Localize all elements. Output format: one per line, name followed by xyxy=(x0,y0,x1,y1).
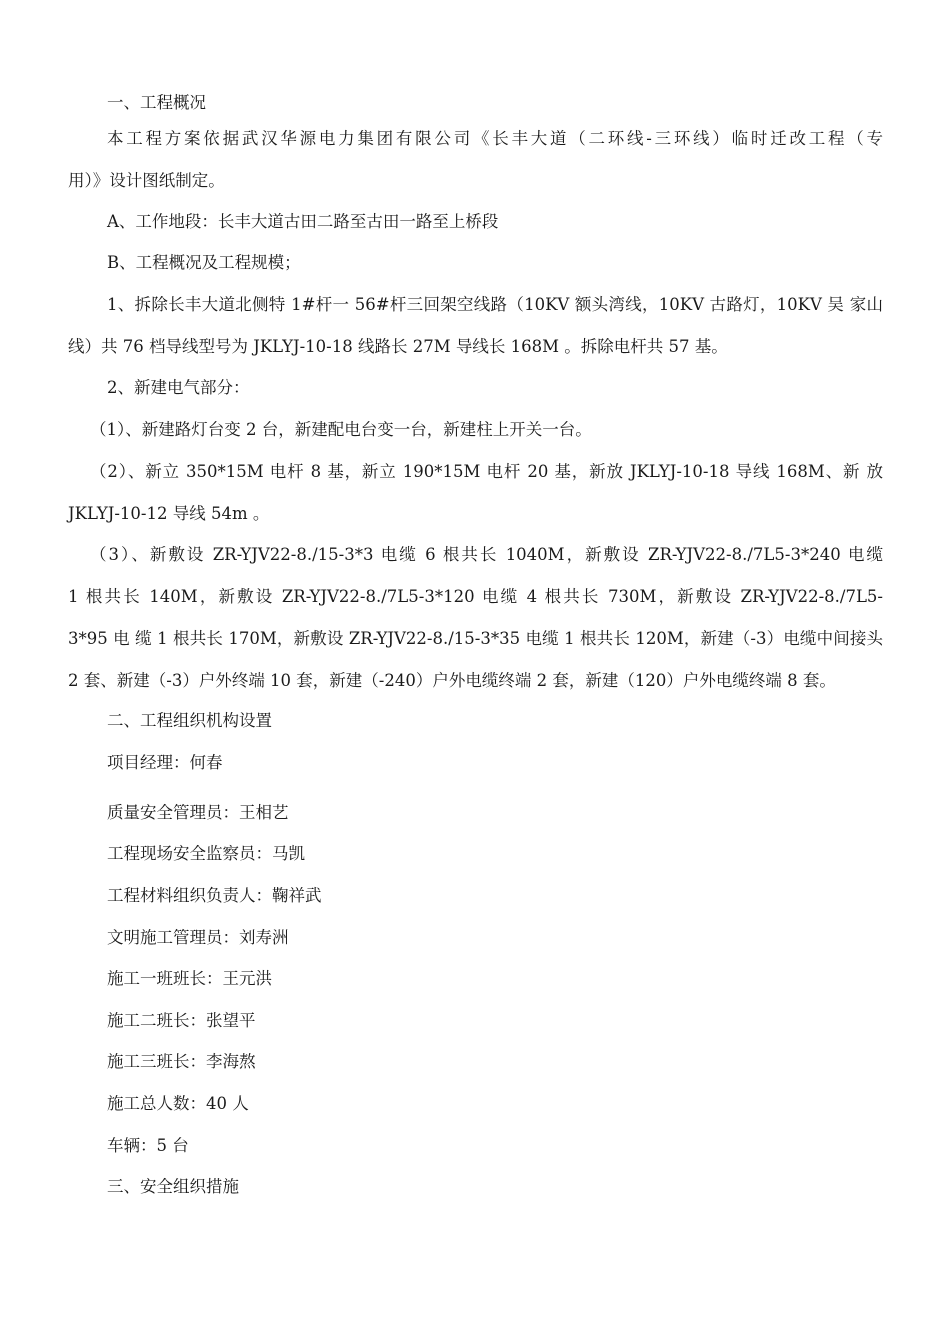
staff-line: 文明施工管理员：刘寿洲 xyxy=(107,928,289,947)
staff-line: 车辆：5 台 xyxy=(107,1136,189,1155)
sub-item-3-line-1: （3）、新敷设 ZR-YJV22-8./15-3*3 电缆 6 根共长 1040M，新敷设 ZR-YJV22-8./7L5-3*240 电缆 xyxy=(90,545,883,564)
staff-line: 质量安全管理员：王相艺 xyxy=(107,803,289,822)
intro-paragraph-line-1: 本工程方案依据武汉华源电力集团有限公司《长丰大道（二环线-三环线）临时迁改工程（专 xyxy=(107,129,883,148)
section-heading-overview: 一、工程概况 xyxy=(107,93,206,112)
staff-line: 施工三班长：李海熬 xyxy=(107,1052,256,1071)
staff-line: 工程现场安全监察员：马凯 xyxy=(107,844,305,863)
staff-line: 施工总人数：40 人 xyxy=(107,1094,249,1113)
sub-item-3-line-2: 1 根共长 140M，新敷设 ZR-YJV22-8./7L5-3*120 电缆 4 根共长 730M，新敷设 ZR-YJV22-8./7L5- xyxy=(68,587,883,606)
sub-item-2-line-1: （2）、新立 350*15M 电杆 8 基，新立 190*15M 电杆 20 基，新放 JKLYJ-10-18 导线 168M、新 放 xyxy=(90,462,883,481)
staff-line: 施工二班长：张望平 xyxy=(107,1011,256,1030)
scale-heading: B、工程概况及工程规模； xyxy=(107,253,301,272)
item1-line-1: 1、拆除长丰大道北侧特 1#杆一 56#杆三回架空线路（10KV 额头湾线，10KV 古路灯，10KV 吴 家山 xyxy=(107,295,883,314)
sub-item-3-line-4: 2 套、新建（-3）户外终端 10 套，新建（-240）户外电缆终端 2 套，新建（120）户外电缆终端 8 套。 xyxy=(68,671,836,690)
sub-item-1: （1）、新建路灯台变 2 台，新建配电台变一台，新建柱上开关一台。 xyxy=(90,420,592,439)
sub-item-3-line-3: 3*95 电 缆 1 根共长 170M，新敷设 ZR-YJV22-8./15-3*35 电缆 1 根共长 120M，新建（-3）电缆中间接头 xyxy=(68,629,883,648)
item1-line-2: 线）共 76 档导线型号为 JKLYJ-10-18 线路长 27M 导线长 168M 。拆除电杆共 57 基。 xyxy=(68,337,728,356)
staff-line: 施工一班班长：王元洪 xyxy=(107,969,272,988)
intro-paragraph-line-2: 用）》设计图纸制定。 xyxy=(68,171,225,190)
section-heading-organization: 二、工程组织机构设置 xyxy=(107,711,272,730)
work-site-line: A、工作地段：长丰大道古田二路至古田一路至上桥段 xyxy=(107,212,499,231)
item2-heading: 2、新建电气部分： xyxy=(107,378,250,397)
sub-item-2-line-2: JKLYJ-10-12 导线 54m 。 xyxy=(68,504,270,523)
section-heading-safety: 三、安全组织措施 xyxy=(107,1177,239,1196)
staff-line: 项目经理：何春 xyxy=(107,753,223,772)
staff-line: 工程材料组织负责人：鞠祥武 xyxy=(107,886,322,905)
